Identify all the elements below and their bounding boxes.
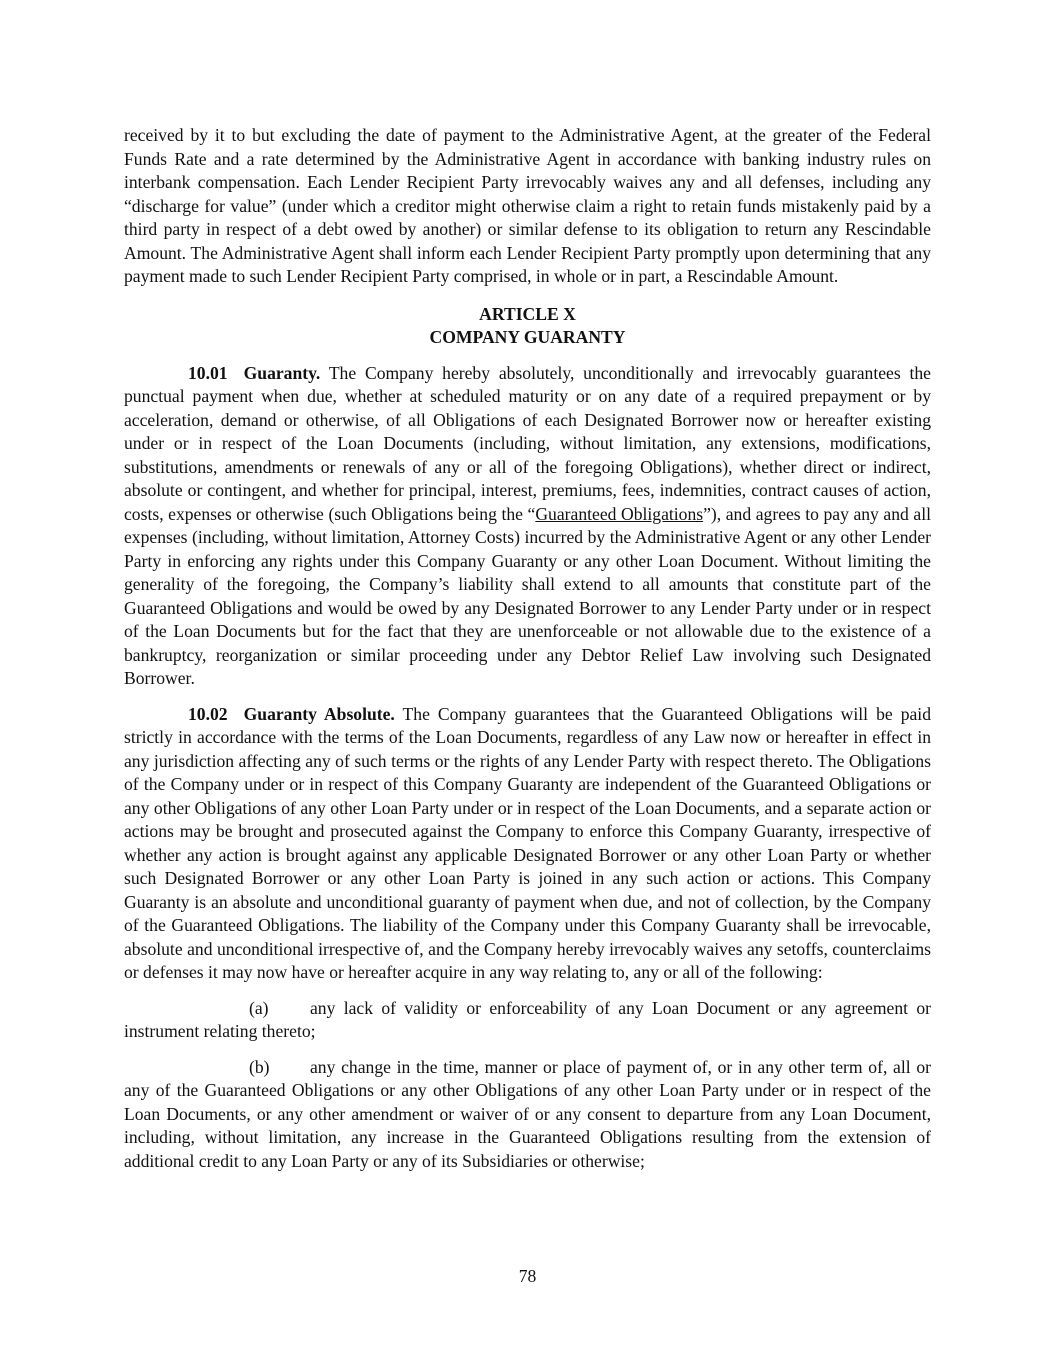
section-title: Guaranty. [243, 362, 321, 383]
section-text: The Company guarantees that the Guaranteed Obligations will be paid strictly in accordance with the terms of the Loan Documents, regardless of any Law now or hereafter in effect in any jurisdiction affecting any of such terms or the rights of any Lender Party with respect thereto. The Obligations of the Company under or in respect of this Company Guaranty are independent of the Guaranteed Obligations or any other Obligations of any other Loan Party under or in respect of the Loan Documents, and a separate action or actions may be brought and prosecuted against the Company to enforce this Company Guaranty, irrespective of whether any action is brought against any applicable Designated Borrower or any other Loan Party or whether such Designated Borrower or any other Loan Party is joined in any such action or actions. This Company Guaranty is an absolute and unconditional guaranty of payment when due, and not of collection, by the Company of the Guaranteed Obligations. The liability of the Company under this Company Guaranty shall be irrevocable, absolute and unconditional irrespective of, and the Company hereby irrevocably waives any setoffs, counterclaims or defenses it may now have or hereafter acquire in any way relating to, any or all of the following: [124, 703, 931, 982]
section-number: 10.01 [188, 362, 228, 383]
article-title: COMPANY GUARANTY [429, 327, 626, 347]
clause-text: any lack of validity or enforceability of any Loan Document or any agreement or instrument relating thereto; [124, 997, 931, 1041]
section-text-continued: ”), and agrees to pay any and all expenses (including, without limitation, Attorney Costs) incurred by the Administrative Agent or any other Lender Party in enforcing any rights under this Company Guaranty or any other Loan Document. Without limiting the generality of the foregoing, the Company’s liability shall extend to all amounts that constitute part of the Guaranteed Obligations and would be owed by any Designated Borrower to any Lender Party under or in respect of the Loan Documents but for the fact that they are unenforceable or not allowable due to the existence of a bankruptcy, reorganization or similar proceeding under any Debtor Relief Law involving such Designated Borrower. [124, 503, 931, 688]
defined-term: Guaranteed Obligations [535, 503, 704, 524]
section-10-01-paragraph [124, 362, 931, 691]
section-title: Guaranty Absolute. [243, 703, 395, 724]
article-number: ARTICLE X [479, 303, 576, 324]
clause-a [124, 997, 931, 1044]
page-number: 78 [518, 1266, 537, 1286]
section-10-02 [124, 703, 931, 985]
intro-paragraph: received by it to but excluding the date of payment to the Administrative Agent, at the greater of the Federal Funds Rate and a rate determined by the Administrative Agent in accordance with banking industry rules on interbank compensation. Each Lender Recipient Party irrevocably waives any and all defenses, including any “discharge for value” (under which a creditor might otherwise claim a right to retain funds mistakenly paid by a third party in respect of a debt owed by another) or similar defense to its obligation to return any Rescindable Amount. The Administrative Agent shall inform each Lender Recipient Party promptly upon determining that any payment made to such Lender Recipient Party comprised, in whole or in part, a Rescindable Amount. [124, 125, 931, 286]
section-text: The Company hereby absolutely, unconditionally and irrevocably guarantees the punctual payment when due, whether at scheduled maturity or on any date of a required prepayment or by acceleration, demand or otherwise, of all Obligations of each Designated Borrower now or hereafter existing under or in respect of the Loan Documents (including, without limitation, any extensions, modifications, substitutions, amendments or renewals of any or all of the foregoing Obligations), whether direct or indirect, absolute or contingent, and whether for principal, interest, premiums, fees, indemnities, contract causes of action, costs, expenses or otherwise (such Obligations being the “ [124, 362, 931, 524]
article-heading [124, 303, 931, 350]
section-10-02-paragraph [124, 703, 931, 985]
clause-text: any change in the time, manner or place of payment of, or in any other term of, all or any of the Guaranteed Obligations or any other Obligations of any other Loan Party under or in respect of the Loan Documents, or any other amendment or waiver of or any consent to departure from any Loan Document, including, without limitation, any increase in the Guaranteed Obligations resulting from the extension of additional credit to any Loan Party or any of its Subsidiaries or otherwise; [124, 1056, 931, 1171]
document-page [124, 124, 931, 1173]
section-number: 10.02 [188, 703, 228, 724]
section-10-01 [124, 362, 931, 691]
clause-label: (a) [249, 997, 269, 1018]
clause-b [124, 1056, 931, 1174]
clause-label: (b) [249, 1056, 270, 1077]
